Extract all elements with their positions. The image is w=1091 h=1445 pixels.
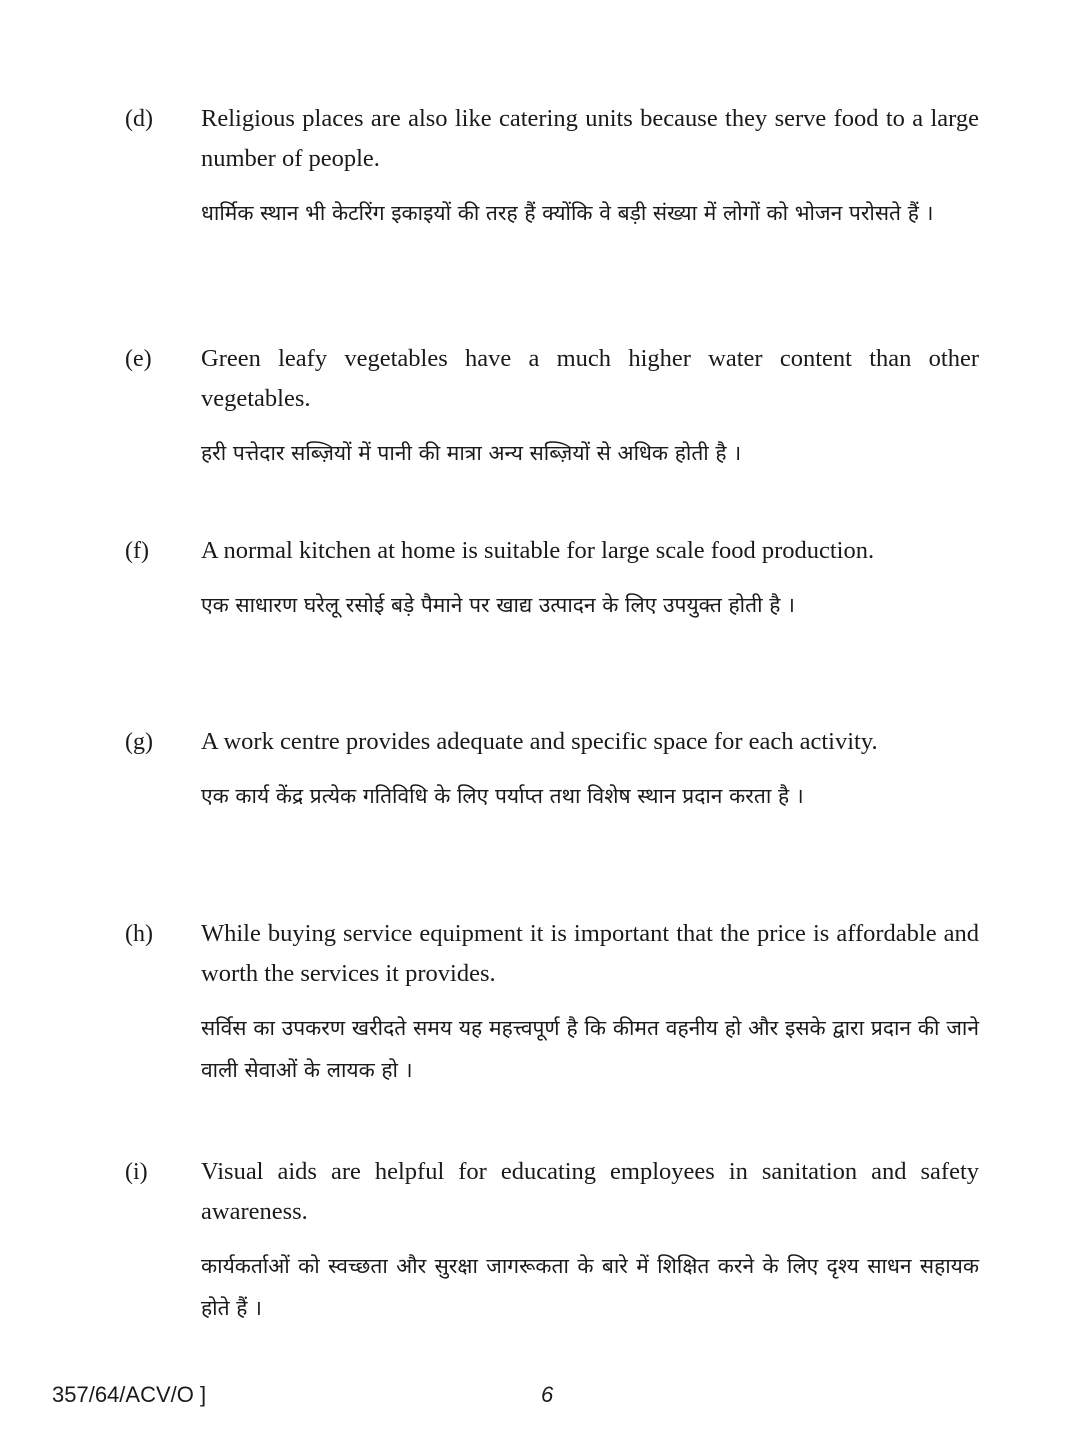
question-body: [201, 722, 979, 817]
question-text-english: Green leafy vegetables have a much higher water content than other vegetables.: [201, 345, 979, 412]
question-text-english: Religious places are also like catering units because they serve food to a large number of people.: [201, 105, 979, 172]
question-text-hindi: सर्विस का उपकरण खरीदते समय यह महत्त्वपूर्ण है कि कीमत वहनीय हो और इसके द्वारा प्रदान की जाने वाली सेवाओं के लायक हो ।: [201, 1016, 979, 1082]
question-text-english: A normal kitchen at home is suitable for large scale food production.: [201, 537, 875, 564]
question-body: [201, 531, 979, 626]
question-text-english: Visual aids are helpful for educating employees in sanitation and safety awareness.: [201, 1158, 979, 1225]
question-body: [201, 99, 979, 234]
question-text-hindi: धार्मिक स्थान भी केटरिंग इकाइयों की तरह हैं क्योंकि वे बड़ी संख्या में लोगों को भोजन परोसते हैं ।: [201, 201, 934, 225]
question-text-english: A work centre provides adequate and specific space for each activity.: [201, 728, 878, 755]
question-text-english: While buying service equipment it is important that the price is affordable and worth the services it provides.: [201, 920, 979, 987]
question-label: (i): [125, 1159, 148, 1185]
question-text-hindi: हरी पत्तेदार सब्ज़ियों में पानी की मात्रा अन्य सब्ज़ियों से अधिक होती है ।: [201, 441, 742, 465]
question-label: (g): [125, 729, 153, 755]
question-text-hindi: एक साधारण घरेलू रसोई बड़े पैमाने पर खाद्य उत्पादन के लिए उपयुक्त होती है ।: [201, 593, 795, 617]
question-label: (f): [125, 538, 149, 564]
paper-code: 357/64/ACV/O ]: [52, 1382, 207, 1407]
question-label: (d): [125, 106, 153, 132]
question-text-hindi: कार्यकर्ताओं को स्वच्छता और सुरक्षा जागरूकता के बारे में शिक्षित करने के लिए दृश्य साधन सहायक होते हैं ।: [201, 1254, 979, 1320]
page-number: 6: [541, 1382, 554, 1407]
question-label: (h): [125, 921, 153, 947]
question-label: (e): [125, 346, 152, 372]
question-body: [201, 914, 979, 1091]
question-body: [201, 1152, 979, 1329]
question-text-hindi: एक कार्य केंद्र प्रत्येक गतिविधि के लिए पर्याप्त तथा विशेष स्थान प्रदान करता है ।: [201, 784, 804, 808]
question-body: [201, 339, 979, 474]
